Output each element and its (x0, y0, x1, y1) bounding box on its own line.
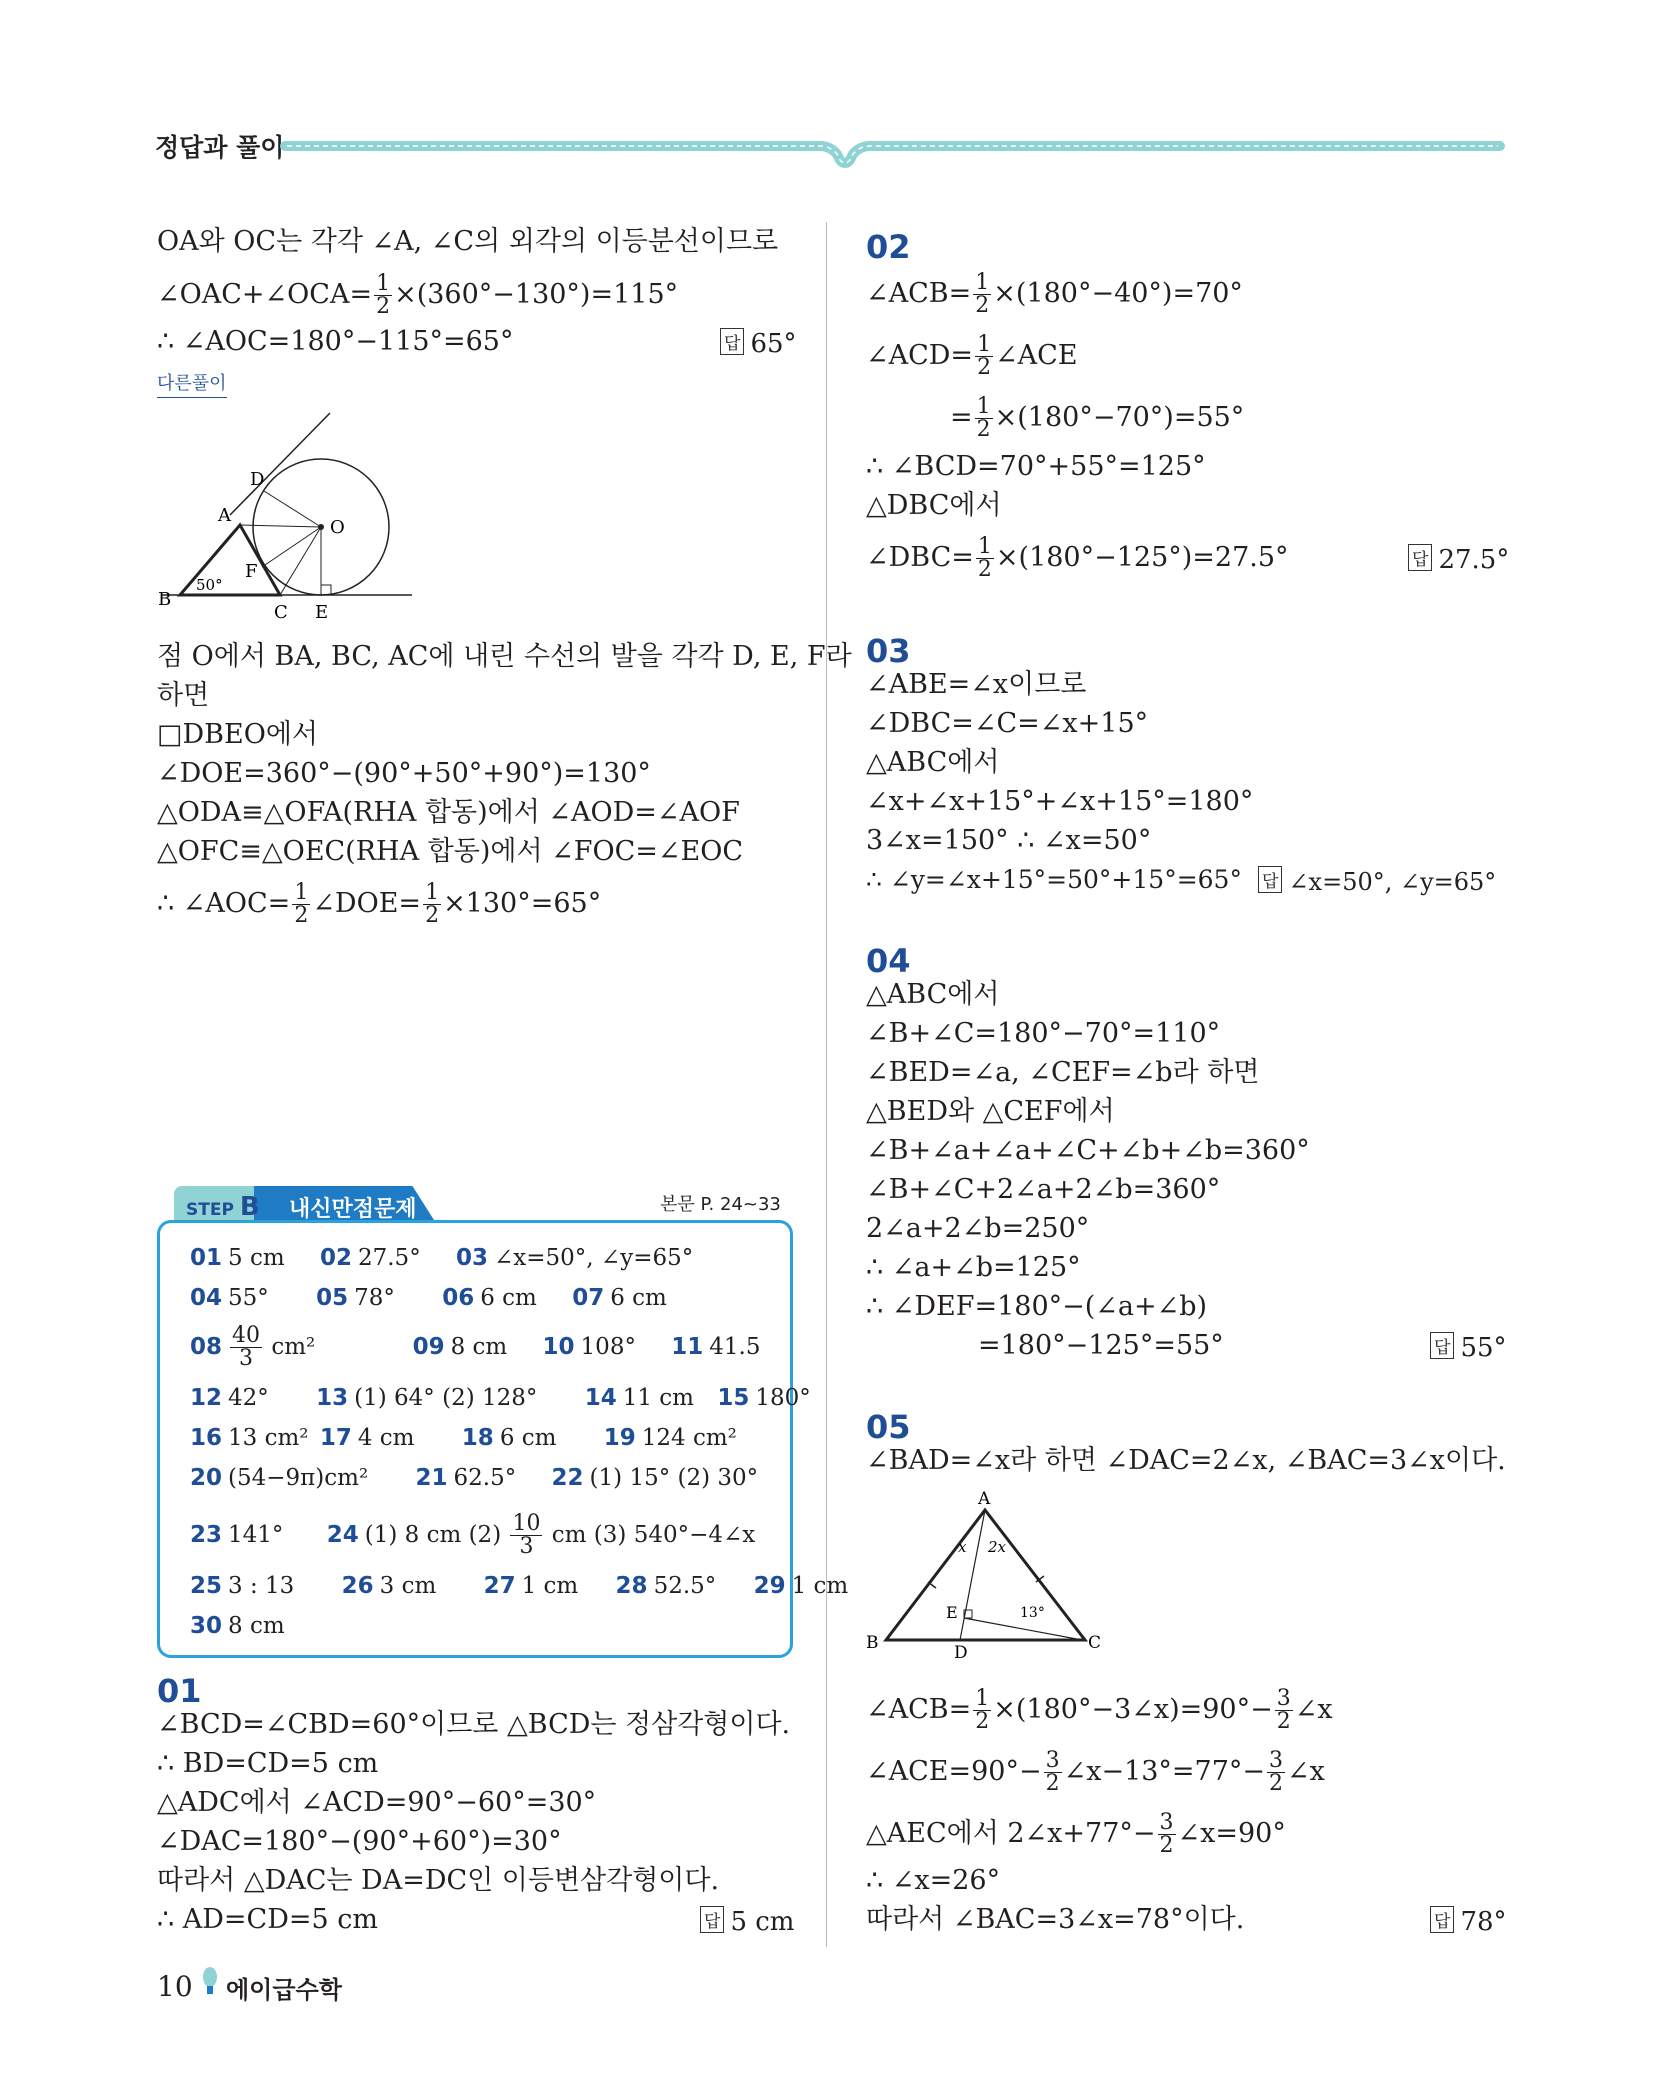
fig1-label-o: O (330, 517, 345, 538)
q04-line-4: △BED와 △CEF에서 (866, 1096, 1115, 1127)
fig2-label-b: B (866, 1633, 879, 1653)
alt-line-2: 하면 (157, 680, 210, 711)
figure-circle-triangle (150, 405, 430, 623)
q02-line-6: ∠DBC= $\frac{1}{2}$ ×(180°−125°)=27.5° (866, 534, 1289, 582)
brand-logo-icon (200, 1966, 220, 1998)
ans-row-2: 04 55° 05 78° 06 6 cm 07 6 cm (190, 1285, 667, 1311)
ans-row-7: 23 141° 24 (1) 8 cm (2) $\frac{10}{3}$ cm (3) 540°−4∠x (190, 1511, 756, 1559)
answer-summary-box (157, 1220, 849, 1658)
fig1-label-c: C (274, 602, 288, 623)
q04-line-5: ∠B+∠a+∠a+∠C+∠b+∠b=360° (866, 1135, 1310, 1166)
q03-line-3: △ABC에서 (866, 747, 1000, 778)
q04-line-2: ∠B+∠C=180°−70°=110° (866, 1018, 1221, 1049)
ans-row-1: 01 5 cm 02 27.5° 03 ∠x=50°, ∠y=65° (190, 1245, 694, 1271)
q04-answer: 답 55° (1430, 1332, 1507, 1363)
ans-row-4: 12 42° 13 (1) 64° (2) 128° 14 11 cm 15 180° (190, 1385, 811, 1411)
alt-line-3: □DBEO에서 (157, 719, 319, 750)
q05-line-3: ∠ACE=90°− $\frac{3}{2}$ ∠x−13°=77°− $\frac{3}{2}$ ∠x (866, 1748, 1325, 1796)
q01-line-3: △ADC에서 ∠ACD=90°−60°=30° (157, 1787, 597, 1818)
q03-answer: 답 ∠x=50°, ∠y=65° (1258, 866, 1496, 896)
q02-line-2: ∠ACD= $\frac{1}{2}$ ∠ACE (866, 332, 1078, 380)
q01-line-2: ∴ BD=CD=5 cm (157, 1748, 379, 1779)
fig1-label-a: A (218, 505, 231, 526)
q05-line-6: 따라서 ∠BAC=3∠x=78°이다. (866, 1904, 1245, 1935)
fig2-label-a: A (978, 1489, 991, 1509)
ans-row-9: 30 8 cm (190, 1613, 285, 1639)
fig2-label-c: C (1088, 1633, 1102, 1653)
alt-line-1: 점 O에서 BA, BC, AC에 내린 수선의 발을 각각 D, E, F라 (157, 641, 852, 672)
fig1-label-b: B (158, 589, 172, 610)
q05-line-2: ∠ACB= $\frac{1}{2}$ ×(180°−3∠x)=90°− $\frac{3}{2}$ ∠x (866, 1686, 1333, 1734)
q03-line-6: ∴ ∠y=∠x+15°=50°+15°=65° (866, 865, 1242, 894)
q05-answer: 답 78° (1430, 1906, 1507, 1937)
fig1-angle: 50° (196, 576, 223, 594)
alt-line-7: ∴ ∠AOC= $\frac{1}{2}$ ∠DOE= $\frac{1}{2}$ ×130°=65° (157, 880, 602, 928)
ans-row-6: 20 (54−9π)cm² 21 62.5° 22 (1) 15° (2) 30° (190, 1465, 759, 1491)
q04-line-9: ∴ ∠DEF=180°−(∠a+∠b) (866, 1291, 1208, 1322)
step-pages: 본문 P. 24~33 (660, 1194, 781, 1215)
ans-row-8: 25 3 : 13 26 3 cm 27 1 cm 28 52.5° 29 1 cm (190, 1573, 849, 1599)
answer-intro: 답 65° (720, 328, 797, 359)
figure-triangle-abc (860, 1489, 1120, 1663)
q02-line-1: ∠ACB= $\frac{1}{2}$ ×(180°−40°)=70° (866, 270, 1243, 318)
q02-line-4: ∴ ∠BCD=70°+55°=125° (866, 451, 1206, 482)
q05-line-1: ∠BAD=∠x라 하면 ∠DAC=2∠x, ∠BAC=3∠x이다. (866, 1445, 1506, 1476)
fig2-label-x: x (958, 1538, 967, 1556)
q02-line-5: △DBC에서 (866, 490, 1002, 521)
page-number: 10 (157, 1970, 193, 2003)
q04-line-7: 2∠a+2∠b=250° (866, 1213, 1090, 1244)
q02-answer: 답 27.5° (1408, 544, 1509, 575)
alt-line-6: △OFC≡△OEC(RHA 합동)에서 ∠FOC=∠EOC (157, 836, 744, 867)
q03-number: 03 (866, 632, 911, 670)
q03-line-4: ∠x+∠x+15°+∠x+15°=180° (866, 786, 1254, 817)
ans-row-3: 08 $\frac{40}{3}$ cm² 09 8 cm 10 108° 11 41.5 (190, 1323, 761, 1371)
fig2-label-2x: 2x (988, 1538, 1007, 1556)
q01-line-5: 따라서 △DAC는 DA=DC인 이등변삼각형이다. (157, 1865, 720, 1896)
q01-line-1: ∠BCD=∠CBD=60°이므로 △BCD는 정삼각형이다. (157, 1709, 791, 1740)
q05-number: 05 (866, 1408, 911, 1446)
fig1-label-f: F (245, 561, 258, 582)
q04-line-1: △ABC에서 (866, 979, 1000, 1010)
header-ribbon (285, 130, 1505, 178)
ans-row-5: 16 13 cm² 17 4 cm 18 6 cm 19 124 cm² (190, 1425, 737, 1451)
q05-line-5: ∴ ∠x=26° (866, 1865, 1001, 1896)
q03-line-1: ∠ABE=∠x이므로 (866, 669, 1087, 700)
brand-name: 에이급수학 (226, 1976, 342, 2004)
alt-line-4: ∠DOE=360°−(90°+50°+90°)=130° (157, 758, 651, 789)
q01-line-6: ∴ AD=CD=5 cm (157, 1904, 378, 1935)
q03-line-5: 3∠x=150° ∴ ∠x=50° (866, 825, 1152, 856)
q01-line-4: ∠DAC=180°−(90°+60°)=30° (157, 1826, 562, 1857)
intro-line-2: ∠OAC+∠OCA= $\frac{1}{2}$ ×(360°−130°)=115° (157, 271, 679, 319)
step-tab (174, 1182, 459, 1222)
alt-solution-label: 다른풀이 (157, 369, 227, 398)
step-badge: STEP B (186, 1192, 260, 1222)
fraction: $\frac{1}{2}$ (376, 271, 391, 319)
column-divider (826, 222, 827, 1947)
alt-line-5: △ODA≡△OFA(RHA 합동)에서 ∠AOD=∠AOF (157, 797, 740, 828)
q02-line-3: = $\frac{1}{2}$ ×(180°−70°)=55° (950, 394, 1245, 442)
fig2-angle: 13° (1020, 1605, 1045, 1621)
fig2-label-e: E (946, 1603, 958, 1622)
fig2-label-d: D (954, 1643, 968, 1663)
q05-line-4: △AEC에서 2∠x+77°− $\frac{3}{2}$ ∠x=90° (866, 1810, 1286, 1858)
q04-line-3: ∠BED=∠a, ∠CEF=∠b라 하면 (866, 1057, 1260, 1088)
step-title: 내신만점문제 (289, 1197, 417, 1222)
q04-line-6: ∠B+∠C+2∠a+2∠b=360° (866, 1174, 1221, 1205)
q04-line-8: ∴ ∠a+∠b=125° (866, 1252, 1081, 1283)
q02-number: 02 (866, 228, 911, 266)
q01-answer: 답 5 cm (700, 1906, 794, 1937)
q04-number: 04 (866, 942, 911, 980)
intro-line-3: ∴ ∠AOC=180°−115°=65° (157, 326, 514, 357)
q03-line-2: ∠DBC=∠C=∠x+15° (866, 708, 1149, 739)
q01-number: 01 (157, 1672, 202, 1710)
fig1-label-e: E (315, 602, 329, 623)
q04-line-10: =180°−125°=55° (978, 1330, 1224, 1361)
intro-line-1: OA와 OC는 각각 ∠A, ∠C의 외각의 이등분선이므로 (157, 226, 779, 257)
page-header-title: 정답과 풀이 (155, 133, 285, 162)
fig1-label-d: D (250, 469, 265, 490)
